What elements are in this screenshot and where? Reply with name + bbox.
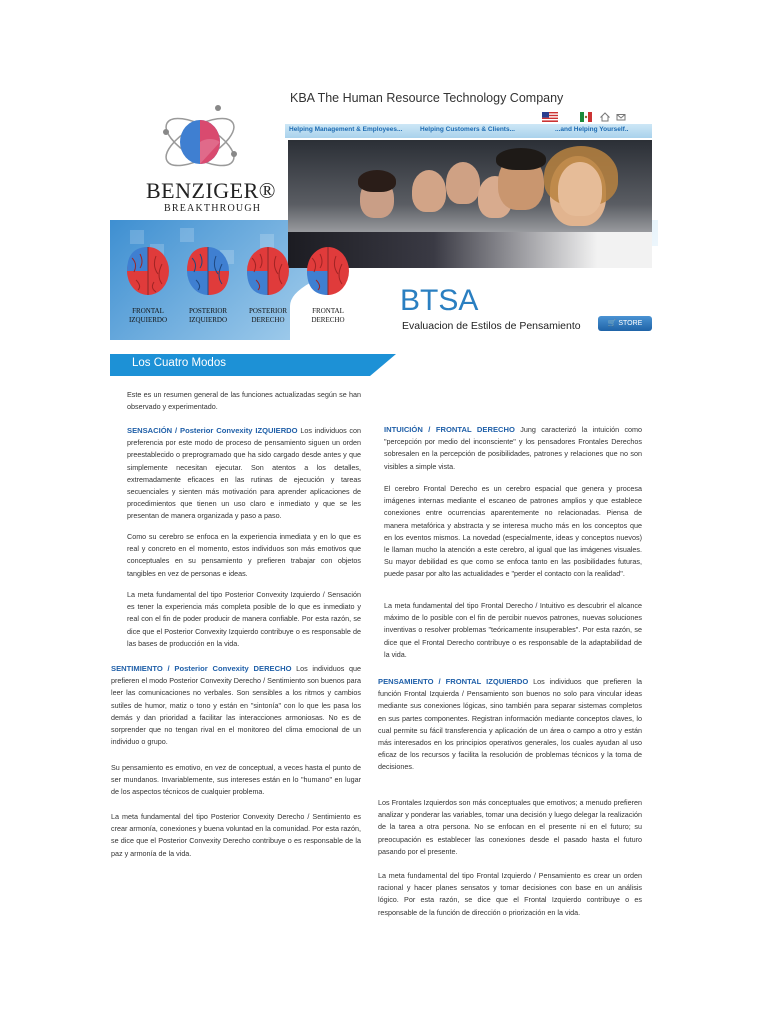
sentimiento-paragraph-2: Su pensamiento es emotivo, en vez de conceptual, a veces hasta el punto de ser mundanos. Invariablemente, sus intereses están en lo "humano" en lugar de los aspectos técnicos de cualquier problema. — [111, 763, 361, 797]
pensamiento-heading: PENSAMIENTO / FRONTAL IZQUIERDO — [378, 677, 529, 686]
company-name: KBA The Human Resource Technology Company — [290, 91, 564, 105]
intuicion-paragraph-3: La meta fundamental del tipo Frontal Derecho / Intuitivo es descubrir el alcance máximo de lo posible con el fin de percibir nuevos patrones, nuevas soluciones inventivas o resolver problemas "teóricamente insuperables". Por esta razón, se dice que el Frontal Derecho contribuye o es responsable de la adaptabilidad de la vida. — [384, 601, 642, 659]
intro-paragraph: Este es un resumen general de las funciones actualizadas según se han observado y experimentado. — [127, 390, 361, 412]
nav-customers[interactable]: Helping Customers & Clients... — [420, 126, 515, 133]
brain-icon — [186, 246, 230, 296]
brand-name: BENZIGER® — [146, 178, 276, 203]
nav-yourself[interactable]: ...and Helping Yourself.. — [555, 126, 629, 133]
brain-label: FRONTAL IZQUIERDO — [128, 307, 168, 324]
sentimiento-heading: SENTIMIENTO / Posterior Convexity DERECHO — [111, 664, 292, 673]
brain-icon — [246, 246, 290, 296]
home-icon[interactable] — [600, 112, 610, 122]
sensacion-paragraph-1: SENSACIÓN / Posterior Convexity IZQUIERDO Los individuos con preferencia por este modo de proceso de pensamiento siguen un orden preestablecido o preprogramado que ha sido cargado desde antes y que simplemente necesitan ejecutar. Son atentos a los detalles, extremadamente eficaces en las rutinas de ejecución y tareas secuenciales y sienten más motivación para aprender aplicaciones de procedimientos que tienen un uso claro e inmediato y que se les presentan de manera organizada y paso a paso. — [127, 426, 362, 521]
product-title: BTSA — [400, 284, 479, 317]
header-banner — [110, 86, 658, 340]
us-flag-icon[interactable] — [542, 112, 558, 122]
pensamiento-paragraph-2: Los Frontales Izquierdos son más conceptuales que emotivos; a menudo prefieren analizar y ponderar las variables, tomar una decisión y luego delegar la realización de la tarea a otra persona. No se enfocan en el presente ni en el futuro; su preocupación es establecer las conexiones desde el pasado hasta el futuro pasando por el presente. — [378, 798, 642, 856]
benziger-logo-icon — [158, 100, 242, 184]
store-label: STORE — [618, 320, 643, 327]
mexico-flag-icon[interactable] — [580, 112, 592, 122]
section-title: Los Cuatro Modos — [132, 357, 226, 369]
brain-label: FRONTAL DERECHO — [311, 307, 345, 324]
sensacion-paragraph-2: Como su cerebro se enfoca en la experiencia inmediata y en lo que es real y concreto en el momento, estos individuos son más emotivos que conceptuales en su pensamiento y prefieren trabajar con objetos tangibles en vez de personas e ideas. — [127, 532, 361, 578]
brain-posterior-izquierdo — [183, 246, 233, 325]
product-subtitle: Evaluacion de Estilos de Pensamiento — [402, 320, 581, 332]
cart-icon: 🛒 — [607, 320, 617, 327]
brain-label: POSTERIOR DERECHO — [248, 307, 288, 324]
sensacion-paragraph-3: La meta fundamental del tipo Posterior Convexity Izquierdo / Sensación es tener la experiencia más completa posible de lo que es inmediato y real con el fin de poder producir de manera confiable. Por esta razón, se dice que el Posterior Convexity Izquierdo contribuye o es responsable de las bases de producción en la vida. — [127, 590, 361, 648]
section-header-tab — [370, 354, 396, 376]
intuicion-heading: INTUICIÓN / FRONTAL DERECHO — [384, 425, 515, 434]
intuicion-paragraph-2: El cerebro Frontal Derecho es un cerebro espacial que genera y procesa imágenes internas mediante el escaneo de patrones amplios y que establece conexiones entre ocurrencias aparentemente no relacionadas. Piensa de manera metafórica y abstracta y se interesa mucho más en los conceptos que en los eventos mismos. La novedad (especialmente, ideas y conceptos nuevos) le llaman mucho la atención a este cerebro, al igual que las imágenes visuales. Su mayor debilidad es que como se enfoca tanto en las posibilidades futuras, puede pasar por alto las actualidades e "perder el contacto con la realidad". — [384, 484, 642, 579]
email-icon[interactable] — [616, 112, 626, 122]
nav-management[interactable]: Helping Management & Employees... — [289, 126, 403, 133]
sensacion-heading: SENSACIÓN / Posterior Convexity IZQUIERDO — [127, 426, 298, 435]
brand-subtitle: BREAKTHROUGH — [164, 203, 262, 214]
store-button[interactable] — [598, 316, 652, 331]
brain-icon — [126, 246, 170, 296]
brain-frontal-izquierdo — [123, 246, 173, 325]
brain-label: POSTERIOR IZQUIERDO — [188, 307, 228, 324]
pensamiento-paragraph-3: La meta fundamental del tipo Frontal Izquierdo / Pensamiento es crear un orden racional y hacer planes sensatos y tomar decisiones con base en un análisis lógico. Por esta razón, se dice que el Frontal Izquierdo contribuye o es responsable de la función de dirección o priorización en la vida. — [378, 871, 642, 917]
sentimiento-paragraph-3: La meta fundamental del tipo Posterior Convexity Derecho / Sentimiento es crear armonía, conexiones y buena voluntad en la comunidad. Por esta razón, se dice que el Posterior Convexity Derecho contribuye o es responsable de la paz y armonía de la vida. — [111, 812, 361, 858]
brain-posterior-derecho — [243, 246, 293, 325]
brain-frontal-derecho — [303, 246, 353, 325]
brain-icon — [306, 246, 350, 296]
pensamiento-paragraph-1: PENSAMIENTO / FRONTAL IZQUIERDO Los individuos que prefieren la función Frontal Izquierda / Pensamiento son buenos no solo para vincular ideas mediante sus conexiones lógicas, sino también para separar sistemas completos en sus partes componentes. Registran información mediante conceptos claves, lo cual permite su fácil transferencia y aplicación de un área o campo a otro y están más interesados en los principios operativos generales, los cuales ayudan al uso eficaz de los recursos y facilita la resolución de problemas técnicos y la toma de decisiones. — [378, 677, 642, 772]
sentimiento-paragraph-1: SENTIMIENTO / Posterior Convexity DERECHO Los individuos que prefieren el modo Posterior Convexity Derecho / Sentimiento son buenos para leer las comunicaciones no verbales. Son sensibles a los ritmos y cambios sutiles de humor, matiz o tono y están en "sintonía" con lo que les pasa los demás y dan prioridad a facilitar las interacciones armoniosas. No es de sorprender que no tengan rival en el monitoreo del clima emocional de un individuo o grupo. — [111, 664, 361, 747]
top-nav — [285, 124, 652, 138]
intuicion-paragraph-1: INTUICIÓN / FRONTAL DERECHO Jung caracterizó la intuición como "percepción por medio del inconsciente" y los pensadores Frontales Derechos sobresalen en la percepción de posibilidades, patrones y relaciones que no son visibles a simple vista. — [384, 425, 643, 471]
